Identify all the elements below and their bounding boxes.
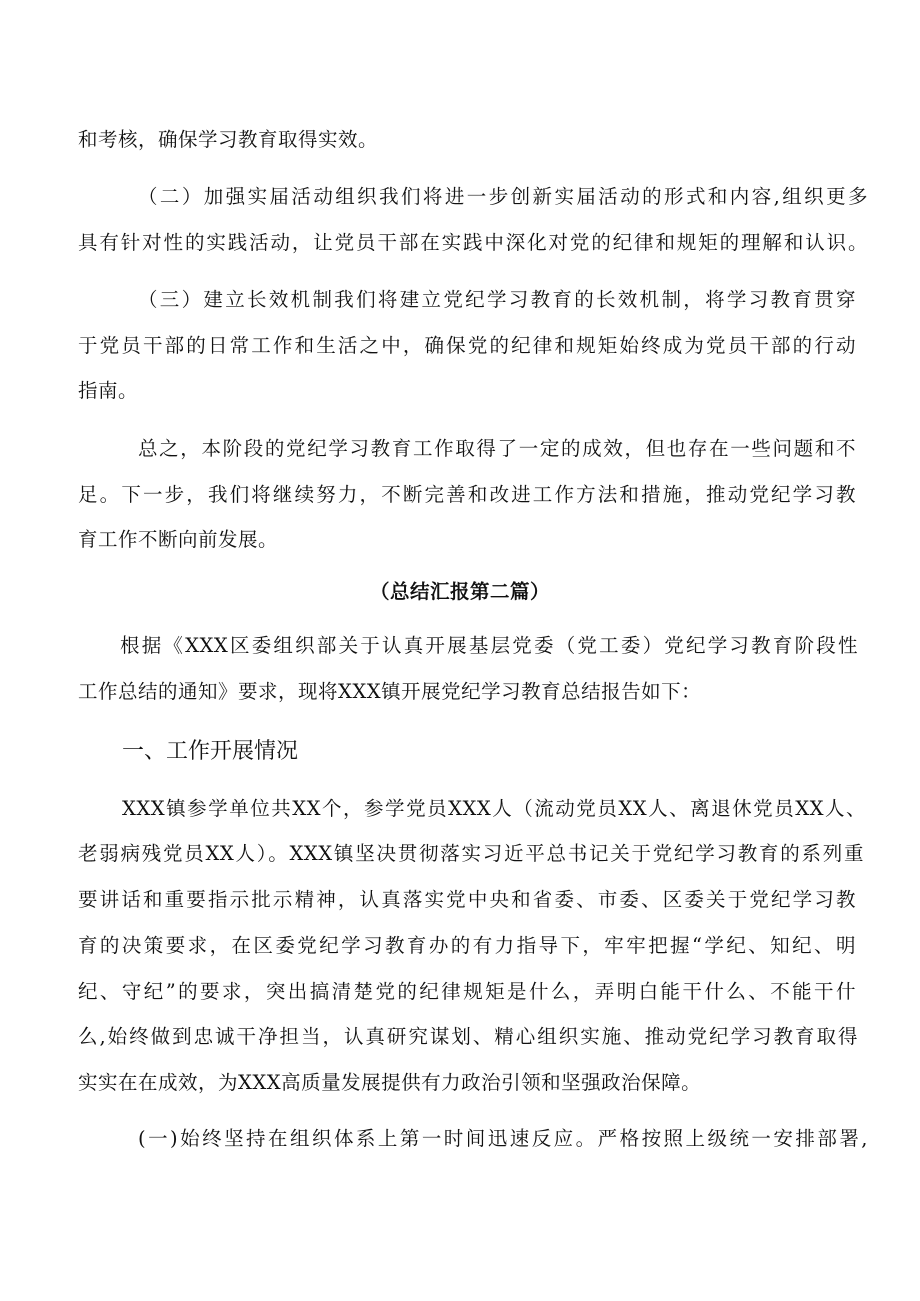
paragraph-line: (一)始终坚持在组织体系上第一时间迅速反应。严格按照上级统一安排部署, — [138, 1127, 868, 1150]
paragraph-line: （三）建立长效机制我们将建立党纪学习教育的长效机制，将学习教育贯穿 — [138, 288, 856, 311]
paragraph-line: 老弱病残党员XX人）。XXX镇坚决贯彻落实习近平总书记关于党纪学习教育的系列重 — [78, 842, 864, 865]
section-subtitle: （总结汇报第二篇） — [369, 580, 550, 603]
paragraph-line: 育工作不断向前发展。 — [78, 528, 279, 551]
paragraph-line: 要讲话和重要指示批示精神，认真落实党中央和省委、市委、区委关于党纪学习教 — [78, 888, 856, 911]
paragraph-line: 指南。 — [78, 379, 139, 402]
paragraph-line: 育的决策要求，在区委党纪学习教育办的有力指导下，牢牢把握“学纪、知纪、明 — [78, 934, 856, 957]
paragraph-line: 纪、守纪”的要求，突出搞清楚党的纪律规矩是什么，弄明白能干什么、不能干什 — [78, 980, 856, 1003]
paragraph-line: 于党员干部的日常工作和生活之中，确保党的纪律和规矩始终成为党员干部的行动 — [78, 334, 856, 357]
paragraph-line: 足。下一步，我们将继续努力，不断完善和改进工作方法和措施，推动党纪学习教 — [78, 483, 856, 506]
paragraph-line: 工作总结的通知》要求，现将XXX镇开展党纪学习教育总结报告如下： — [78, 680, 702, 703]
paragraph-line: 具有针对性的实践活动，让党员干部在实践中深化对党的纪律和规矩的理解和认识。 — [78, 231, 868, 254]
paragraph-line: （二）加强实届活动组织我们将进一步创新实届活动的形式和内容,组织更多 — [138, 185, 868, 208]
paragraph-line: 实实在在成效，为XXX高质量发展提供有力政治引领和坚强政治保障。 — [78, 1071, 702, 1094]
paragraph-line: 和考核，确保学习教育取得实效。 — [78, 128, 379, 151]
paragraph-line: XXX镇参学单位共XX个，参学党员XXX人（流动党员XX人、离退休党员XX人、 — [122, 797, 866, 820]
paragraph-line: 总之，本阶段的党纪学习教育工作取得了一定的成效，但也存在一些问题和不 — [138, 437, 856, 460]
section-heading: 一、工作开展情况 — [122, 739, 299, 764]
paragraph-line: 根据《XXX区委组织部关于认真开展基层党委（党工委）党纪学习教育阶段性 — [120, 634, 858, 657]
paragraph-line: 么,始终做到忠诚干净担当，认真研究谋划、精心组织实施、推动党纪学习教育取得 — [78, 1025, 858, 1048]
